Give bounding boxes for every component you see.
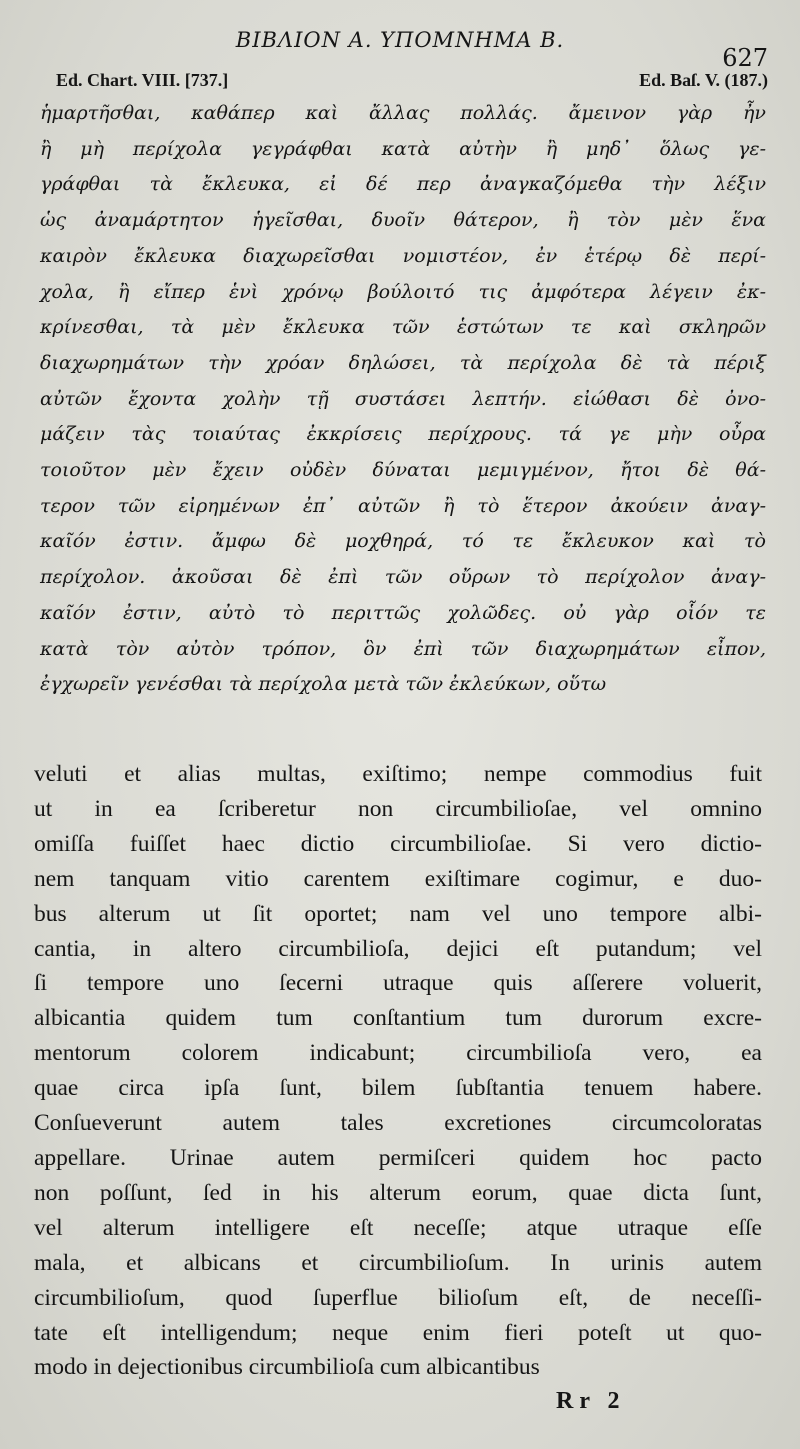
greek-text-line: χολα, ἢ εἴπερ ἑνὶ χρόνῳ βούλοιτό τις ἀμφότερα λέγειν ἐκ- — [40, 280, 766, 303]
greek-text-line: μάζειν τὰς τοιαύτας ἐκκρίσεις περίχρους. τά γε μὴν οὖρα — [40, 423, 766, 446]
latin-text-line: bus alterum ut ſit oportet; nam vel uno tempore albi- — [34, 900, 762, 927]
greek-text-line: κατὰ τὸν αὐτὸν τρόπον, ὃν ἐπὶ τῶν διαχωρημάτων εἶπον, — [40, 637, 766, 660]
latin-text-line: veluti et alias multas, exiſtimo; nempe commodius fuit — [34, 761, 762, 787]
latin-text-line: cantia, in altero circumbilioſa, dejici eſt putandum; vel — [34, 935, 762, 962]
greek-text-line: καῖόν ἐστιν, αὐτὸ τὸ περιττῶς χολῶδες. οὐ γὰρ οἷόν τε — [40, 601, 766, 624]
greek-text-line: καιρὸν ἔκλευκα διαχωρεῖσθαι νομιστέον, ἐν ἑτέρῳ δὲ περί- — [40, 244, 766, 267]
printer-signature: Rr 2 — [556, 1388, 626, 1414]
latin-text-line: mala, et albicans et circumbilioſum. In urinis autem — [34, 1249, 762, 1276]
running-title: ΒΙΒΛΙΟΝ Α. ΥΠΟΜΝΗΜΑ Β. — [235, 28, 565, 52]
latin-text-line: appellare. Urinae autem permiſceri quidem hoc pacto — [34, 1144, 762, 1171]
greek-text-line: γράφθαι τὰ ἔκλευκα, εἰ δέ περ ἀναγκαζόμεθα τὴν λέξιν — [40, 173, 766, 196]
latin-text-block — [34, 757, 762, 1385]
latin-text-line: Conſueverunt autem tales excretiones circumcoloratas — [34, 1110, 762, 1137]
greek-text-line: ἢ μὴ περίχολα γεγράφθαι κατὰ αὐτὴν ἢ μηδ᾽ ὅλως γε- — [40, 137, 766, 160]
greek-text-block — [40, 96, 766, 703]
greek-text-line: τοιοῦτον μὲν ἔχειν οὐδὲν δύναται μεμιγμένον, ἤτοι δὲ θά- — [40, 459, 766, 482]
greek-text-line: τερον τῶν εἰρημένων ἐπ᾽ αὐτῶν ἢ τὸ ἕτερον ἀκούειν ἀναγ- — [40, 494, 766, 517]
greek-text-line: κρίνεσθαι, τὰ μὲν ἔκλευκα τῶν ἑστώτων τε καὶ σκληρῶν — [40, 316, 766, 339]
page-number: 627 — [722, 44, 768, 72]
greek-text-line: περίχολον. ἀκοῦσαι δὲ ἐπὶ τῶν οὔρων τὸ περίχολον ἀναγ- — [40, 566, 766, 589]
latin-text-line: mentorum colorem indicabunt; circumbilioſa vero, ea — [34, 1040, 762, 1067]
edition-references — [56, 70, 768, 91]
greek-text-line: ὡς ἀναμάρτητον ἡγεῖσθαι, δυοῖν θάτερον, ἢ τὸν μὲν ἕνα — [40, 209, 766, 232]
greek-text-line: ἡμαρτῆσθαι, καθάπερ καὶ ἄλλας πολλάς. ἄμεινον γὰρ ἦν — [40, 102, 766, 124]
latin-text-line: vel alterum intelligere eſt neceſſe; atque utraque eſſe — [34, 1214, 762, 1241]
greek-text-line: ἐγχωρεῖν γενέσθαι τὰ περίχολα μετὰ τῶν ἐκλεύκων, οὕτω — [40, 673, 607, 696]
latin-text-line: ſi tempore uno ſecerni utraque quis aſſerere voluerit, — [34, 970, 762, 997]
greek-text-line: αὐτῶν ἔχοντα χολὴν τῇ συστάσει λεπτήν. εἰώθασι δὲ ὀνο- — [40, 387, 766, 410]
latin-text-line: quae circa ipſa ſunt, bilem ſubſtantia tenuem habere. — [34, 1075, 762, 1102]
latin-text-line: non poſſunt, ſed in his alterum eorum, quae dicta ſunt, — [34, 1179, 762, 1206]
latin-text-line: albicantia quidem tum conſtantium tum durorum excre- — [34, 1005, 762, 1032]
latin-text-line: ut in ea ſcriberetur non circumbilioſae, vel omnino — [34, 795, 762, 822]
greek-text-line: διαχωρημάτων τὴν χρόαν δηλώσει, τὰ περίχολα δὲ τὰ πέριξ — [40, 351, 766, 374]
latin-text-line: omiſſa fuiſſet haec dictio circumbilioſae. Si vero dictio- — [34, 830, 762, 857]
latin-text-line: modo in dejectionibus circumbilioſa cum albicantibus — [34, 1354, 540, 1381]
edition-chartier-ref: Ed. Chart. VIII. [737.] — [56, 70, 229, 90]
latin-text-line: circumbilioſum, quod ſuperflue bilioſum eſt, de neceſſi- — [34, 1284, 762, 1311]
greek-text-line: καῖόν ἐστιν. ἄμφω δὲ μοχθηρά, τό τε ἔκλευκον καὶ τὸ — [40, 530, 766, 553]
latin-text-line: nem tanquam vitio carentem exiſtimare cogimur, e duo- — [34, 865, 762, 892]
edition-basel-ref: Ed. Baſ. V. (187.) — [639, 70, 768, 90]
latin-text-line: tate eſt intelligendum; neque enim fieri poteſt ut quo- — [34, 1319, 762, 1346]
